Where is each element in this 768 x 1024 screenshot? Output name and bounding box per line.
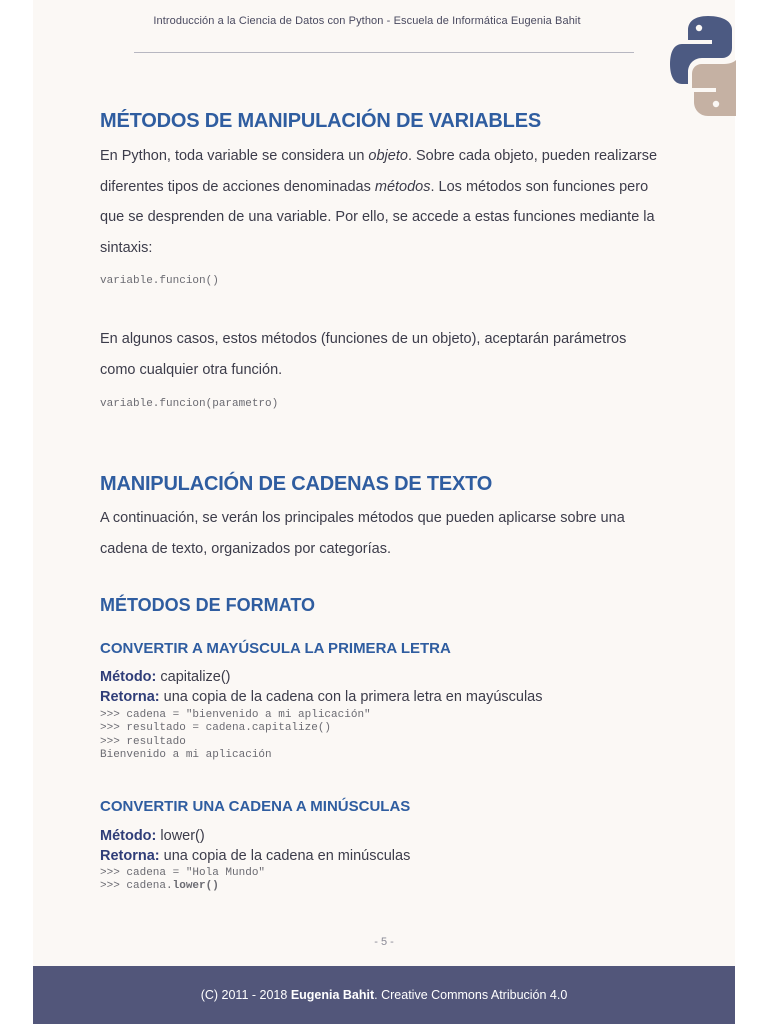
footer-author: Eugenia Bahit bbox=[290, 988, 375, 1002]
code-line: >>> cadena = "Hola Mundo" bbox=[100, 867, 266, 879]
paragraph-strings-intro: A continuación, se verán los principales métodos que pueden aplicarse sobre una cadena de texto, organizados por categorías. bbox=[100, 510, 625, 557]
method-returns-lower bbox=[100, 848, 410, 864]
method-value: lower() bbox=[156, 828, 205, 844]
code-lower-example bbox=[100, 867, 265, 894]
python-logo-icon bbox=[668, 8, 736, 116]
code-highlight: lower() bbox=[172, 880, 219, 893]
header-divider bbox=[134, 52, 634, 53]
footer-bar bbox=[33, 966, 735, 1024]
footer-license: . Creative Commons Atribución 4.0 bbox=[374, 988, 568, 1002]
paragraph-text: . Sobre cada objeto, pueden realizarse diferentes tipos de acciones denominadas bbox=[100, 148, 658, 195]
running-header: Introducción a la Ciencia de Datos con Python - Escuela de Informática Eugenia Bahit bbox=[153, 15, 581, 27]
paragraph-variables-intro bbox=[100, 141, 660, 263]
section-title-variables: MÉTODOS DE MANIPULACIÓN DE VARIABLES bbox=[100, 110, 541, 132]
page-number: - 5 - bbox=[374, 936, 394, 948]
subsection-title-format: MÉTODOS DE FORMATO bbox=[100, 595, 316, 615]
returns-label: Retorna: bbox=[100, 689, 160, 705]
returns-label: Retorna: bbox=[100, 848, 160, 864]
method-returns-capitalize bbox=[100, 689, 543, 705]
method-label: Método: bbox=[100, 669, 157, 685]
method-value: capitalize() bbox=[156, 669, 231, 685]
code-line: >>> cadena. bbox=[100, 880, 173, 893]
returns-value: una copia de la cadena con la primera letra en mayúsculas bbox=[159, 689, 543, 705]
code-capitalize-example: >>> cadena = "bienvenido a mi aplicación" >>> resultado = cadena.capitalize() >>> resultado Bienvenido a mi aplicación bbox=[100, 709, 371, 761]
paragraph-text: . Los métodos son funciones pero que se desprenden de una variable. Por ello, se accede a estas funciones mediante la sintaxis: bbox=[100, 178, 655, 256]
code-parameter-example: variable.funcion(parametro) bbox=[100, 398, 279, 410]
paragraph-parameters: En algunos casos, estos métodos (funciones de un objeto), aceptarán parámetros como cualquier otra función. bbox=[100, 331, 627, 378]
returns-value: una copia de la cadena en minúsculas bbox=[159, 848, 411, 864]
paragraph-text: En Python, toda variable se considera un bbox=[100, 148, 369, 164]
section-title-strings: MANIPULACIÓN DE CADENAS DE TEXTO bbox=[100, 473, 493, 495]
method-signature-capitalize bbox=[100, 669, 231, 685]
emphasis-metodos: métodos bbox=[374, 178, 431, 195]
method-title-capitalize: CONVERTIR A MAYÚSCULA LA PRIMERA LETRA bbox=[100, 640, 451, 657]
method-signature-lower bbox=[100, 828, 205, 844]
footer-copyright bbox=[33, 966, 735, 1024]
code-syntax-example: variable.funcion() bbox=[100, 275, 219, 287]
footer-prefix: (C) 2011 - 2018 bbox=[200, 988, 291, 1002]
method-label: Método: bbox=[100, 828, 157, 844]
emphasis-objeto: objeto bbox=[368, 148, 408, 164]
method-title-lower: CONVERTIR UNA CADENA A MINÚSCULAS bbox=[100, 798, 411, 815]
